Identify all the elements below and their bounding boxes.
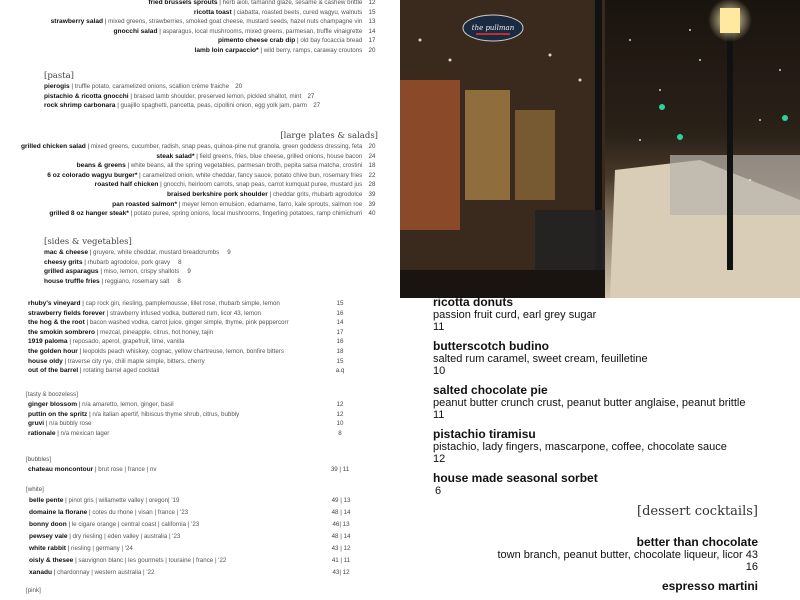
menu-item: white rabbit | riesling | germany | '24 43 | 12 [29,543,366,555]
item-description: pistachio, lady fingers, mascarpone, coffee, chocolate sauce [433,441,727,453]
menu-item [433,428,745,465]
parked-car [670,155,800,215]
patio-railing [535,210,605,280]
item-description: rhubarb agrodolce, pork gravy [87,258,171,266]
menu-item: strawberry salad | mixed greens, strawberries, smoked goat cheese, mustard seeds, hazel nuts champagne vin 13 [0,17,380,27]
item-price: 39 [368,190,376,198]
item-name: xanadu [29,569,53,576]
item-price: 6 [435,485,442,497]
menu-item: bonny doon | le cigare orange | central coast | california | '23 46| 13 [29,519,366,531]
item-price: 12 [368,0,376,6]
item-name: grilled chicken salad [20,143,86,150]
item-name: ricotta donuts [433,295,513,309]
item-description: chardonnay | western australia | '22 [57,569,155,576]
bubbles-section [26,454,366,475]
item-name: ricotta toast [193,8,232,16]
item-name: strawberry salad [50,18,104,26]
item-description: mezcal, pineapple, citrus, hot honey, tajin [100,328,214,336]
item-name: better than chocolate [636,535,758,549]
menu-item: the golden hour | leopolds peach whiskey, cognac, yellow chartreuse, lemon, bonfire bitters 18 [28,347,368,357]
menu-item: grilled chicken salad | mixed greens, cucumber, radish, snap peas, quinoa-pine nut granola, green goddess dressing, feta 20 [0,142,380,152]
item-description: truffle potato, caramelized onions, scallion crème fraiche [74,83,230,90]
item-description: town branch, peanut butter, chocolate liqueur, licor 43 [497,549,758,561]
menu-item: ricotta toast | ciabatta, roasted beets, cured wagyu, walnuts 15 [0,8,380,18]
item-price: 18 [368,162,376,170]
item-description: riesling | germany | '24 [71,545,133,552]
item-name: out of the barrel [28,367,79,375]
menu-item: grilled asparagus | miso, lemon, crispy shallots 9 [44,267,237,277]
item-name: 1919 paloma [28,338,68,346]
menu-item [433,296,745,333]
menu-item [497,536,758,573]
menu-item: rhuby's vineyard | cap rock gin, riesling, pamplemousse, lillet rose, rhubarb simple, lemon 15 [28,299,368,309]
item-price: 49 | 13 [331,497,351,504]
item-description: strawberry infused vodka, buttered rum, licor 43, lemon [110,309,261,317]
item-price: 8 [177,277,181,285]
pink-wine-section [26,585,41,596]
item-price: 9 [227,249,231,256]
item-description: peanut butter crunch crust, peanut butter anglaise, peanut brittle [433,397,746,409]
item-price: 28 [368,181,376,189]
item-name: white rabbit [29,545,66,552]
item-description: reposado, aperol, grapefruit, lime, vanilla [72,338,185,346]
pasta-section [44,70,325,111]
item-name: rhuby's vineyard [28,300,81,307]
item-price: 40 [368,210,376,218]
item-description: cotes du rhone | visan | france | '23 [92,509,189,516]
item-description: meyer lemon emulsion, edamame, farro, kale sprouts, salmon roe [182,200,363,208]
item-description: mixed greens, cucumber, radish, snap peas, quinoa-pine nut granola, green goddess dressing, feta [90,143,363,150]
item-price: 8 [338,429,342,437]
menu-item: gnocchi salad | asparagus, local mushrooms, mixed greens, parmesan, truffle vinaigrette 14 [0,27,380,37]
item-description: white beans, all the spring vegetables, parmesan broth, pepita salsa matcha, crostini [130,162,363,170]
item-price: 15 [336,357,344,365]
item-price: 22 [368,171,376,179]
menu-item: gruvi | n/a bubbly rose 10 [28,419,366,429]
item-name: pierogis [44,83,70,90]
menu-item: ginger blossom | n/a amaretto, lemon, ginger, basil 12 [28,400,366,410]
item-description: passion fruit curd, earl grey sugar [433,309,597,321]
item-price: 48 | 14 [331,509,351,516]
item-price: a.q [335,367,345,375]
item-name: pistachio & ricotta gnocchi [44,92,129,100]
starters-section [0,0,380,56]
item-price: 48 | 14 [331,533,351,540]
menu-item: braised berkshire pork shoulder | cheddar grits, rhubarb agrodolce 39 [0,190,380,200]
menu-item: chateau moncontour | brut rose | france | nv 39 | 11 [28,465,366,475]
item-name: domaine la florane [29,509,88,516]
menu-item [497,580,758,593]
menu-item: pistachio & ricotta gnocchi | braised lamb shoulder, preserved lemon, pickled shallot, mint 27 [44,92,325,102]
item-description: miso, lemon, crispy shallots [103,268,180,276]
menu-item: house truffle fries | reggiano, rosemary salt 8 [44,277,237,287]
restaurant-storefront-photo [400,0,800,298]
item-price: 13 [368,18,376,26]
item-description: cheddar grits, rhubarb agrodolce [272,190,363,198]
item-description: rotating barrel aged cocktail [83,367,160,375]
item-description: old bay focaccia bread [300,37,363,45]
item-description: gnocchi, heirloom carrots, snap peas, carrot kumquat puree, mustard jus [163,181,363,189]
item-name: mac & cheese [44,249,88,256]
menu-item [433,340,745,377]
menu-item: out of the barrel | rotating barrel aged cocktail a.q [28,366,368,376]
item-price: 11 [433,321,445,333]
item-description: gruyere, white cheddar, mustard breadcrumbs [93,249,220,256]
menu-item: rock shrimp carbonara | guajillo spaghetti, pancetta, peas, cipollini onion, egg yolk jam, parm 27 [44,101,325,111]
item-name: belle pente [29,497,64,504]
item-name: strawberry fields forever [28,309,105,317]
item-description: potato puree, spring onions, local mushrooms, fingerling potatoes, ramp chimichurri [133,210,363,218]
section-heading: [sides & vegetables] [44,237,132,247]
item-price: 43| 12 [332,569,350,576]
item-price: 12 [336,401,344,408]
menu-item: cheesy grits | rhubarb agrodolce, pork gravy 8 [44,258,237,268]
item-name: salted chocolate pie [433,383,548,397]
menu-item: strawberry fields forever | strawberry infused vodka, buttered rum, licor 43, lemon 16 [28,309,368,319]
item-description: guajillo spaghetti, pancetta, peas, cipollini onion, egg yolk jam, parm [120,102,307,110]
menu-item: the hog & the root | bacon washed vodka, carrot juice, ginger simple, thyme, pink peppercorr 14 [28,318,368,328]
item-description: brut rose | france | nv [98,466,157,473]
item-name: espresso martini [661,579,758,593]
item-name: gnocchi salad [113,27,158,35]
item-price: 41 | 11 [331,557,351,564]
snowy-street-night-image [400,0,800,298]
item-price: 10 [336,420,344,428]
menu-item: house oldy | traverse city rye, chili maple simple, bitters, cherry 15 [28,357,368,367]
item-name: bonny doon [29,521,67,528]
item-description: n/a italian apertif, hibiscus thyme shrub, citrus, bubbly [92,410,240,418]
menu-item: domaine la florane | cotes du rhone | visan | france | '23 48 | 14 [29,507,366,519]
menu-item: mac & cheese | gruyere, white cheddar, mustard breadcrumbs 9 [44,248,237,258]
item-description: asparagus, local mushrooms, mixed greens, parmesan, truffle vinaigrette [162,27,363,35]
item-description: wild berry, ramps, caraway croutons [263,46,363,54]
item-description: caramelized onion, white cheddar, fancy sauce, potato chive bun, rosemary fries [142,171,363,179]
item-price: 10 [433,365,446,377]
sides-section [44,236,237,286]
item-price: 24 [368,152,376,160]
menu-item [433,384,745,421]
item-name: the smokin sombrero [28,328,96,336]
item-name: house truffle fries [44,277,100,285]
item-price: 46| 13 [332,521,350,528]
menu-item: steak salad* | field greens, fries, blue cheese, grilled onions, house bacon 24 [0,152,380,162]
item-name: steak salad* [156,152,195,160]
section-heading: [bubbles] [26,456,52,463]
menu-item [433,472,745,497]
item-name: grilled asparagus [44,268,99,276]
menu-item: oisly & thesee | sauvignon blanc | les gourmets | touraine | france | '22 41 | 11 [29,555,366,567]
section-heading: [large plates & salads] [280,131,378,141]
menu-item: fried brussels sprouts | herb aioli, tamarind glaze, sesame & cashew brittle 12 [0,0,380,8]
item-description: braised lamb shoulder, preserved lemon, pickled shallot, mint [133,92,302,100]
item-name: puttin on the spritz [28,410,88,418]
item-description: mixed greens, strawberries, smoked goat cheese, mustard seeds, hazel nuts champagne vin [108,18,363,26]
item-description: pinot gris | willamette valley | oregon| '19 [68,497,180,504]
item-price: 9 [187,268,191,276]
item-name: house made seasonal sorbet [433,471,598,485]
item-price: 27 [313,102,321,110]
menu-item: belle pente | pinot gris | willamette valley | oregon| '19 49 | 13 [29,495,366,507]
item-price: 8 [178,258,182,266]
item-name: 6 oz colorado wagyu burger* [47,171,138,179]
item-description: cap rock gin, riesling, pamplemousse, lillet rose, rhubarb simple, lemon [85,300,280,307]
item-price: 20 [368,46,376,54]
item-description: n/a mexican lager [60,429,110,437]
item-description: le cigare orange | central coast | california | '23 [71,521,200,528]
item-description: field greens, fries, blue cheese, grilled onions, house bacon [199,152,363,160]
item-name: oisly & thesee [29,557,74,564]
cocktails-section [28,299,368,376]
item-name: rationale [28,429,56,437]
item-price: 14 [368,27,376,35]
menu-item: the smokin sombrero | mezcal, pineapple, citrus, hot honey, tajin 17 [28,328,368,338]
menu-item: pewsey vale | dry riesling | eden valley | australia | '23 48 | 14 [29,531,366,543]
item-name: cheesy grits [44,258,83,266]
item-description: traverse city rye, chili maple simple, bitters, cherry [67,357,205,365]
item-price: 15 [336,300,344,307]
item-name: chateau moncontour [28,466,94,473]
item-description: n/a bubbly rose [49,420,92,428]
section-heading: [white] [26,486,44,493]
menu-item: lamb loin carpaccio* | wild berry, ramps, caraway croutons 20 [0,46,380,56]
menu-item: rationale | n/a mexican lager 8 [28,429,366,439]
item-name: house oldy [28,357,63,365]
item-name: pewsey vale [29,533,68,540]
item-description: bacon washed vodka, carrot juice, ginger simple, thyme, pink peppercorr [89,319,289,327]
item-price: 20 [368,143,376,150]
item-description: n/a amaretto, lemon, ginger, basil [82,401,174,408]
item-name: pimento cheese crab dip [217,37,296,45]
item-name: ginger blossom [28,401,78,408]
item-name: lamb loin carpaccio* [194,46,259,54]
item-price: 17 [336,328,344,336]
item-price: 39 [368,200,376,208]
large-plates-section [0,130,380,219]
item-name: pan roasted salmon* [112,200,178,208]
item-name: beans & greens [76,162,126,170]
item-price: 20 [235,83,243,90]
menu-item: beans & greens | white beans, all the spring vegetables, parmesan broth, pepita salsa matcha, crostini 18 [0,161,380,171]
item-price: 16 [336,309,344,317]
menu-item: roasted half chicken | gnocchi, heirloom carrots, snap peas, carrot kumquat puree, mustard jus 28 [0,180,380,190]
item-price: 18 [336,347,344,355]
item-name: fried brussels sprouts [148,0,218,6]
section-heading: [tasty & boozeless] [26,391,78,398]
item-price: 27 [307,92,315,100]
street-lamp-post [727,30,733,270]
menu-item: xanadu | chardonnay | western australia | '22 43| 12 [29,567,366,579]
item-name: butterscotch budino [433,339,549,353]
item-description: herb aioli, tamarind glaze, sesame & cashew brittle [222,0,363,6]
item-name: grilled 8 oz hanger steak* [49,210,129,218]
item-description: ciabatta, roasted beets, cured wagyu, walnuts [236,8,363,16]
item-description: dry riesling | eden valley | australia | '23 [72,533,181,540]
restaurant-sign-text: the pullman [471,24,515,32]
section-heading: [dessert cocktails] [637,504,758,519]
item-description: sauvignon blanc | les gourmets | touraine | france | '22 [78,557,227,564]
item-name: pistachio tiramisu [433,427,536,441]
boozeless-section [26,389,366,438]
item-name: the hog & the root [28,319,85,327]
item-description: reggiano, rosemary salt [104,277,170,285]
item-price: 16 [745,561,758,573]
white-wine-section [26,484,366,579]
item-price: 16 [336,338,344,346]
item-name: roasted half chicken [94,181,159,189]
item-price: 43 | 12 [331,545,351,552]
item-name: the golden hour [28,347,78,355]
item-price: 39 | 11 [330,466,350,473]
item-name: braised berkshire pork shoulder [167,190,268,198]
menu-item: pan roasted salmon* | meyer lemon emulsion, edamame, farro, kale sprouts, salmon roe 39 [0,200,380,210]
section-heading: [pink] [26,587,41,594]
section-heading: [pasta] [44,71,74,81]
menu-item: pierogis | truffle potato, caramelized onions, scallion crème fraiche 20 [44,82,325,92]
menu-item: 1919 paloma | reposado, aperol, grapefruit, lime, vanilla 16 [28,337,368,347]
item-description: leopolds peach whiskey, cognac, yellow chartreuse, lemon, bonfire bitters [82,347,284,355]
item-price: 15 [368,8,376,16]
item-price: 17 [368,37,376,45]
item-price: 11 [433,409,445,421]
item-description: salted rum caramel, sweet cream, feuilletine [433,353,648,365]
menu-item: 6 oz colorado wagyu burger* | caramelized onion, white cheddar, fancy sauce, potato chive bun, rosemary fries 22 [0,171,380,181]
menu-item: puttin on the spritz | n/a italian apertif, hibiscus thyme shrub, citrus, bubbly 12 [28,410,366,420]
menu-item: grilled 8 oz hanger steak* | potato puree, spring onions, local mushrooms, fingerling potatoes, ramp chimichurri 40 [0,209,380,219]
item-name: gruvi [28,420,45,428]
item-price: 12 [336,410,344,418]
menu-item: pimento cheese crab dip | old bay focaccia bread 17 [0,36,380,46]
item-price: 14 [336,319,344,327]
dessert-menu [400,295,800,600]
item-price: 12 [433,453,446,465]
item-name: rock shrimp carbonara [44,102,116,110]
